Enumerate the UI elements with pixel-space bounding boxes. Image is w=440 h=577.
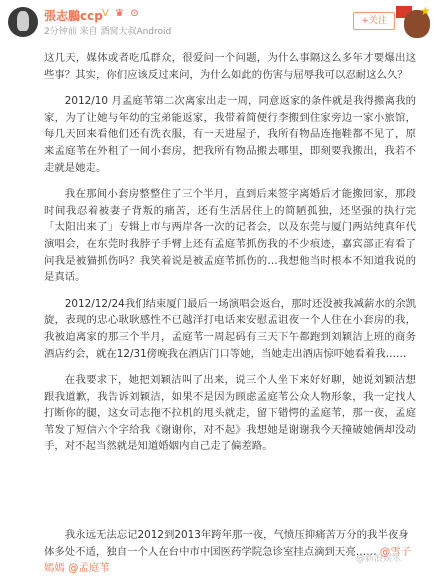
follow-button[interactable]: +关注 <box>353 12 395 30</box>
post-body <box>44 50 416 465</box>
post-header <box>0 0 440 44</box>
sticker-image: ★ <box>396 4 436 42</box>
member-badge-icon[interactable]: ♛ <box>115 8 124 19</box>
author-badges <box>102 8 142 19</box>
vip-badge-icon[interactable]: V <box>102 8 109 19</box>
paragraph: 在我要求下，她把刘颖洁叫了出来，说三个人坐下来好好聊，她说刘颖洁想跟我道歉，我告诉刘颖洁，如果不是因为顾虑孟庭苇公众人物形象，我一定找人打断你的腿，这女司志拖不拉机的甩头就走，留下错愕的孟庭苇，那一夜，孟庭苇发了短信六个字给我《谢谢你，对不起》我想她是谢谢我今天撞破她俩却没动手，对不起当然就是知道婚姻内自己走了偏差路。 <box>44 374 416 453</box>
paragraph: 我在那间小套房整整住了三个半月，直到后来签字离婚后才能搬回家，那段时间我忍着被妻子背叛的痛苦，还有生活居住上的简陋孤独，还坚强的执行完「太阳出来了」专辑上市与两岸各一次的记者会，以及东莞与厦门两站纯真年代演唱会，在东莞时我脖子手臂上还有孟庭苇抓伤我的不少痕迹，嘉宾部正宥看了问我是被猫抓伤吗？我笑着说是被孟庭苇抓伤的…我想他当时根本不知道我说的是真话。 <box>44 188 416 284</box>
level-badge-icon[interactable]: ⊙ <box>130 8 139 19</box>
paragraph: 我永远无法忘记2012到2013年跨年那一夜，气愤压抑痛苦万分的我半夜身体多处不适，独自一个人在台中市中国医药学院急诊室挂点滴到天亮…… <box>44 529 409 558</box>
mention-link[interactable]: @孟庭苇 <box>68 562 110 575</box>
watermark: @新浪娱乐 <box>356 554 402 564</box>
paragraph: 2012/10 月孟庭苇第二次离家出走一周，同意返家的条件就是我得搬离我的家，为了让她与年幼的宝弟能返家，我带着简便行李搬到住家旁边一家小旅馆，每几天回来看他们还有洗衣服，有一天进屋子，我所有物品连拖鞋都不见了，原来孟庭苇在外租了一间小套房，把我所有物品搬去哪里，即刻要我搬出，我若不走就是她走。 <box>44 95 416 174</box>
avatar[interactable] <box>8 7 38 37</box>
post-meta: 2分钟前 来自 酒窝大叔Android <box>44 27 172 37</box>
mention-link[interactable]: @雪子嫣嫣 <box>44 545 411 575</box>
paragraph: 2012/12/24我们结束厦门最后一场演唱会返台，那时还没被我减薪水的余凯旋，表现的忠心耿耿感性不已越洋打电话来安慰孟诅夜一个人住在小套房的我，我被迫离家的那三个半月，孟庭苇一周起码有三天下午都跑到刘颖洁上班的商务酒店约会，就在12/31傍晚我在酒店门口等她，当她走出酒店惊吓她看着我…… <box>44 297 416 360</box>
paragraph: 这几天，媒体或者吃瓜群众，很爱问一个问题，为什么事隔这么多年才要爆出这些事？其实，你们应该反过来问，为什么如此的伤害与屈辱我可以忍耐这么久？ <box>44 52 416 81</box>
author-name[interactable]: 張志鵬ccp <box>44 9 103 23</box>
